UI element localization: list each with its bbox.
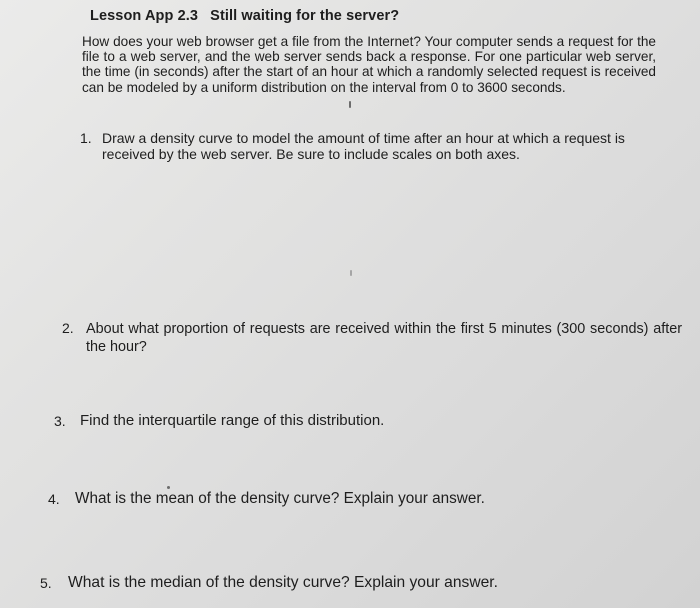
question-text: Draw a density curve to model the amount of time after an hour at which a request is received by the web server. Be sure to include scales on both axes.	[102, 130, 625, 162]
question-number: 2.	[62, 320, 74, 336]
question-4	[48, 491, 648, 507]
question-text: What is the median of the density curve? Explain your answer.	[68, 574, 498, 591]
pencil-mark	[350, 270, 352, 276]
intro-paragraph: How does your web browser get a file from the Internet? Your computer sends a request for the file to a web server, and the web server sends back a response. For one particular web server, the time (in seconds) after the start of an hour at which a randomly selected request is received can be modeled by a uniform distribution on the interval from 0 to 3600 seconds.	[82, 34, 656, 95]
lesson-heading	[90, 8, 399, 24]
question-2	[62, 320, 682, 356]
pencil-mark	[167, 486, 170, 489]
question-text: Find the interquartile range of this distribution.	[80, 412, 385, 429]
question-1	[80, 130, 662, 162]
question-5	[40, 575, 660, 591]
pencil-mark	[349, 101, 351, 108]
question-number: 1.	[80, 130, 92, 146]
lesson-number: Lesson App 2.3	[90, 8, 199, 24]
question-number: 3.	[54, 413, 66, 429]
question-text: About what proportion of requests are received within the first 5 minutes (300 seconds) after the hour?	[86, 321, 682, 355]
question-3	[54, 413, 614, 429]
question-text: What is the mean of the density curve? Explain your answer.	[75, 490, 485, 507]
question-number: 4.	[48, 491, 60, 507]
question-number: 5.	[40, 575, 52, 591]
lesson-title: Still waiting for the server?	[210, 8, 400, 24]
